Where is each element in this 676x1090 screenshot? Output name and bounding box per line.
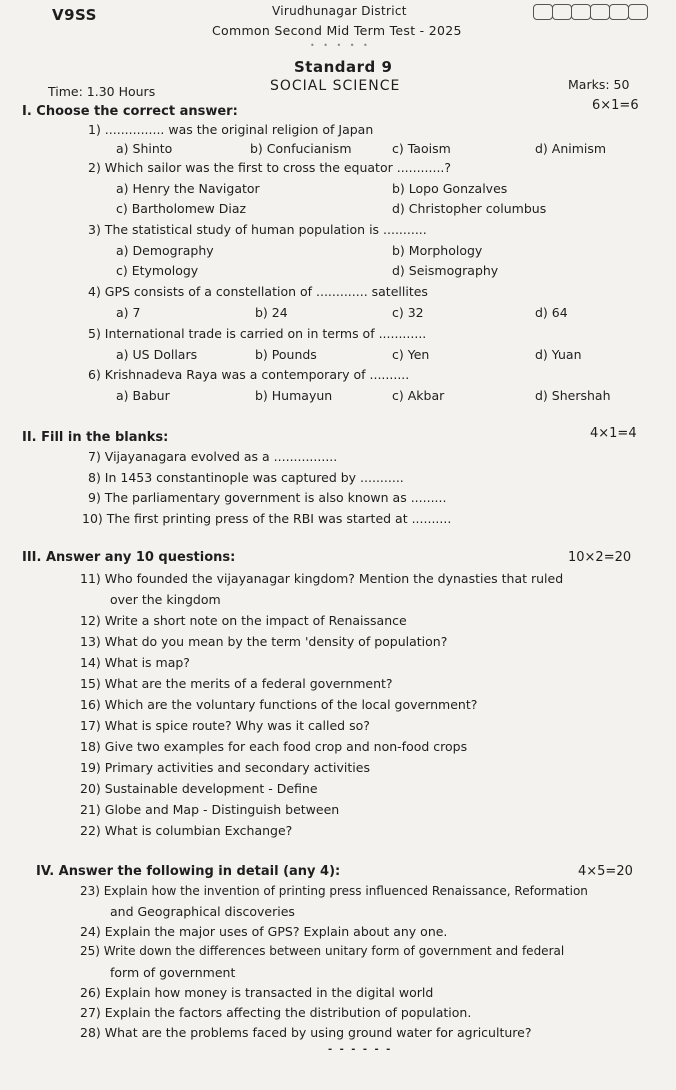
question-21: 21) Globe and Map - Distinguish between: [80, 802, 340, 817]
paper-code: V9SS: [52, 6, 97, 24]
q5-option-a: a) US Dollars: [116, 347, 198, 362]
question-2: 2) Which sailor was the first to cross the equator ............?: [88, 160, 452, 175]
header-dots: • • • • •: [310, 41, 371, 50]
section2-marks: 4×1=4: [590, 426, 637, 441]
q1-option-d: d) Animism: [535, 141, 607, 156]
question-14: 14) What is map?: [80, 655, 190, 670]
q3-option-d: d) Seismography: [392, 263, 499, 278]
subject-title: SOCIAL SCIENCE: [270, 78, 401, 94]
time-allowed: Time: 1.30 Hours: [48, 84, 156, 99]
question-25-cont: form of government: [110, 965, 236, 980]
question-5: 5) International trade is carried on in terms of ............: [88, 326, 427, 341]
q1-option-c: c) Taoism: [392, 141, 451, 156]
q5-option-b: b) Pounds: [255, 347, 317, 362]
q2-option-b: b) Lopo Gonzalves: [392, 181, 508, 196]
section1-marks: 6×1=6: [592, 98, 639, 113]
question-12: 12) Write a short note on the impact of Renaissance: [80, 613, 407, 628]
question-3: 3) The statistical study of human population is ...........: [88, 222, 427, 237]
register-box: [552, 4, 572, 20]
total-marks: Marks: 50: [568, 77, 630, 92]
question-22: 22) What is columbian Exchange?: [80, 823, 293, 838]
question-23: 23) Explain how the invention of printing press influenced Renaissance, Reformation: [80, 884, 588, 898]
exam-title: Common Second Mid Term Test - 2025: [212, 23, 462, 38]
register-box: [609, 4, 629, 20]
q1-option-b: b) Confucianism: [250, 141, 352, 156]
question-23-cont: and Geographical discoveries: [110, 904, 295, 919]
question-11: 11) Who founded the vijayanagar kingdom? Mention the dynasties that ruled: [80, 571, 564, 586]
question-13: 13) What do you mean by the term 'density of population?: [80, 634, 448, 649]
q4-option-b: b) 24: [255, 305, 288, 320]
section4-title: IV. Answer the following in detail (any 4):: [36, 864, 341, 879]
question-1: 1) ............... was the original religion of Japan: [88, 122, 374, 137]
section1-title: I. Choose the correct answer:: [22, 104, 238, 119]
section2-title: II. Fill in the blanks:: [22, 430, 169, 445]
section3-marks: 10×2=20: [568, 550, 632, 565]
register-box: [628, 4, 648, 20]
question-4: 4) GPS consists of a constellation of ............. satellites: [88, 284, 428, 299]
q4-option-c: c) 32: [392, 305, 424, 320]
q3-option-c: c) Etymology: [116, 263, 199, 278]
q6-option-d: d) Shershah: [535, 388, 611, 403]
register-box: [571, 4, 591, 20]
q2-option-a: a) Henry the Navigator: [116, 181, 260, 196]
q2-option-d: d) Christopher columbus: [392, 201, 547, 216]
question-18: 18) Give two examples for each food crop and non-food crops: [80, 739, 468, 754]
question-25: 25) Write down the differences between unitary form of government and federal: [80, 944, 565, 958]
question-8: 8) In 1453 constantinople was captured by ...........: [88, 470, 404, 485]
section3-title: III. Answer any 10 questions:: [22, 550, 236, 565]
q6-option-c: c) Akbar: [392, 388, 445, 403]
q5-option-d: d) Yuan: [535, 347, 582, 362]
q4-option-d: d) 64: [535, 305, 568, 320]
question-16: 16) Which are the voluntary functions of the local government?: [80, 697, 478, 712]
q6-option-b: b) Humayun: [255, 388, 333, 403]
question-20: 20) Sustainable development - Define: [80, 781, 318, 796]
q1-option-a: a) Shinto: [116, 141, 173, 156]
q6-option-a: a) Babur: [116, 388, 170, 403]
q5-option-c: c) Yen: [392, 347, 430, 362]
q2-option-c: c) Bartholomew Diaz: [116, 201, 247, 216]
question-11-cont: over the kingdom: [110, 592, 221, 607]
question-10: 10) The first printing press of the RBI was started at ..........: [82, 511, 452, 526]
register-box: [590, 4, 610, 20]
question-17: 17) What is spice route? Why was it called so?: [80, 718, 370, 733]
district-name: Virudhunagar District: [272, 4, 407, 18]
question-27: 27) Explain the factors affecting the distribution of population.: [80, 1005, 472, 1020]
section4-marks: 4×5=20: [578, 864, 633, 879]
register-number-boxes: [533, 4, 647, 20]
end-rule: - - - - - -: [328, 1044, 393, 1055]
question-15: 15) What are the merits of a federal government?: [80, 676, 393, 691]
question-24: 24) Explain the major uses of GPS? Explain about any one.: [80, 924, 448, 939]
question-19: 19) Primary activities and secondary activities: [80, 760, 370, 775]
question-6: 6) Krishnadeva Raya was a contemporary of ..........: [88, 367, 410, 382]
question-7: 7) Vijayanagara evolved as a ................: [88, 449, 338, 464]
standard-title: Standard 9: [294, 58, 393, 76]
question-9: 9) The parliamentary government is also known as .........: [88, 490, 447, 505]
question-26: 26) Explain how money is transacted in the digital world: [80, 985, 434, 1000]
q3-option-b: b) Morphology: [392, 243, 483, 258]
q4-option-a: a) 7: [116, 305, 141, 320]
question-28: 28) What are the problems faced by using ground water for agriculture?: [80, 1025, 532, 1040]
q3-option-a: a) Demography: [116, 243, 214, 258]
register-box: [533, 4, 553, 20]
